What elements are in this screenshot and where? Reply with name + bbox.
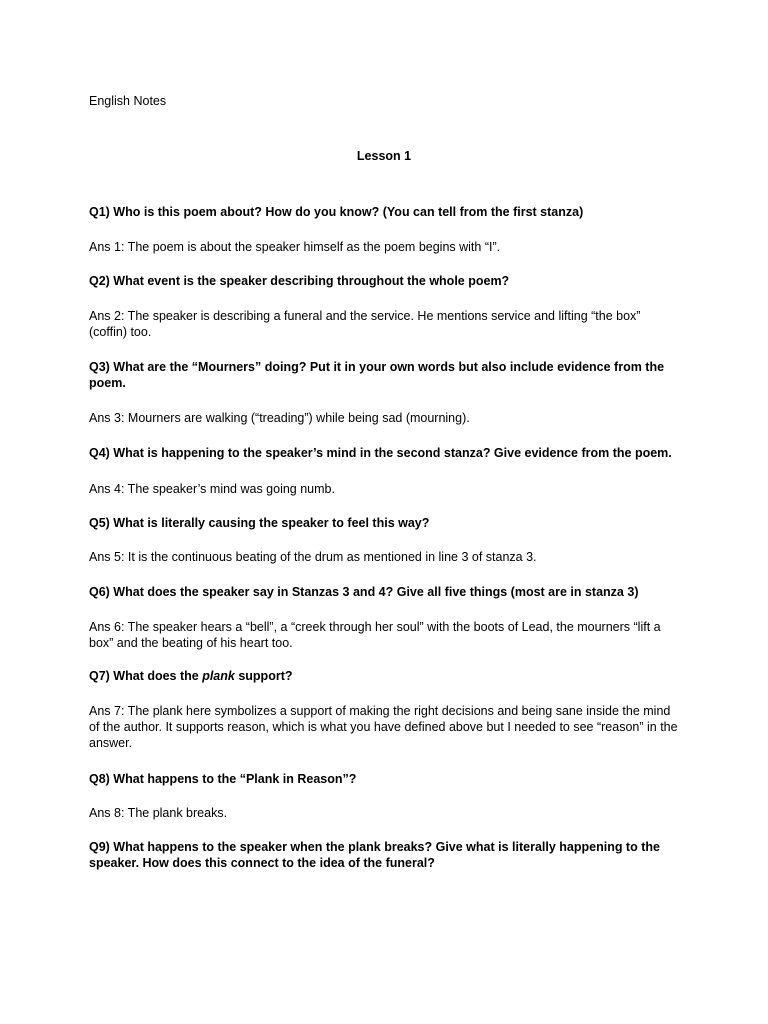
answer-5: Ans 5: It is the continuous beating of the drum as mentioned in line 3 of stanza 3. bbox=[89, 550, 537, 564]
question-7-suffix: support? bbox=[234, 669, 293, 683]
lesson-title-text: Lesson 1 bbox=[356, 149, 412, 163]
answer-3: Ans 3: Mourners are walking (“treading”) while being sad (mourning). bbox=[89, 411, 470, 425]
answer-8: Ans 8: The plank breaks. bbox=[89, 806, 228, 820]
question-7 bbox=[89, 668, 679, 684]
answer-6: Ans 6: The speaker hears a “bell”, a “creek through her soul” with the boots of Lead, the mourners “lift a box” and the beating of his heart too. bbox=[89, 620, 661, 650]
answer-1: Ans 1: The poem is about the speaker himself as the poem begins with “I”. bbox=[89, 240, 501, 254]
answer-4: Ans 4: The speaker’s mind was going numb. bbox=[89, 482, 335, 496]
question-5: Q5) What is literally causing the speaker to feel this way? bbox=[89, 516, 430, 530]
document-header: English Notes bbox=[89, 94, 167, 108]
lesson-title bbox=[0, 148, 768, 164]
question-2: Q2) What event is the speaker describing throughout the whole poem? bbox=[89, 274, 510, 288]
question-7-prefix: Q7) What does the bbox=[89, 669, 203, 683]
question-7-emphasis: plank bbox=[202, 669, 235, 683]
question-4: Q4) What is happening to the speaker’s mind in the second stanza? Give evidence from the poem. bbox=[89, 446, 672, 460]
question-9: Q9) What happens to the speaker when the plank breaks? Give what is literally happening to the speaker. How does this connect to the idea of the funeral? bbox=[89, 840, 660, 870]
question-6: Q6) What does the speaker say in Stanzas 3 and 4? Give all five things (most are in stanza 3) bbox=[89, 585, 639, 599]
question-3: Q3) What are the “Mourners” doing? Put it in your own words but also include evidence from the poem. bbox=[89, 360, 665, 390]
answer-2: Ans 2: The speaker is describing a funeral and the service. He mentions service and lifting “the box” (coffin) too. bbox=[89, 309, 641, 339]
question-8: Q8) What happens to the “Plank in Reason”? bbox=[89, 772, 357, 786]
answer-7: Ans 7: The plank here symbolizes a support of making the right decisions and being sane inside the mind of the author. It supports reason, which is what you have defined above but I needed to see “reason” in the answer. bbox=[89, 704, 678, 750]
question-1: Q1) Who is this poem about? How do you know? (You can tell from the first stanza) bbox=[89, 205, 584, 219]
